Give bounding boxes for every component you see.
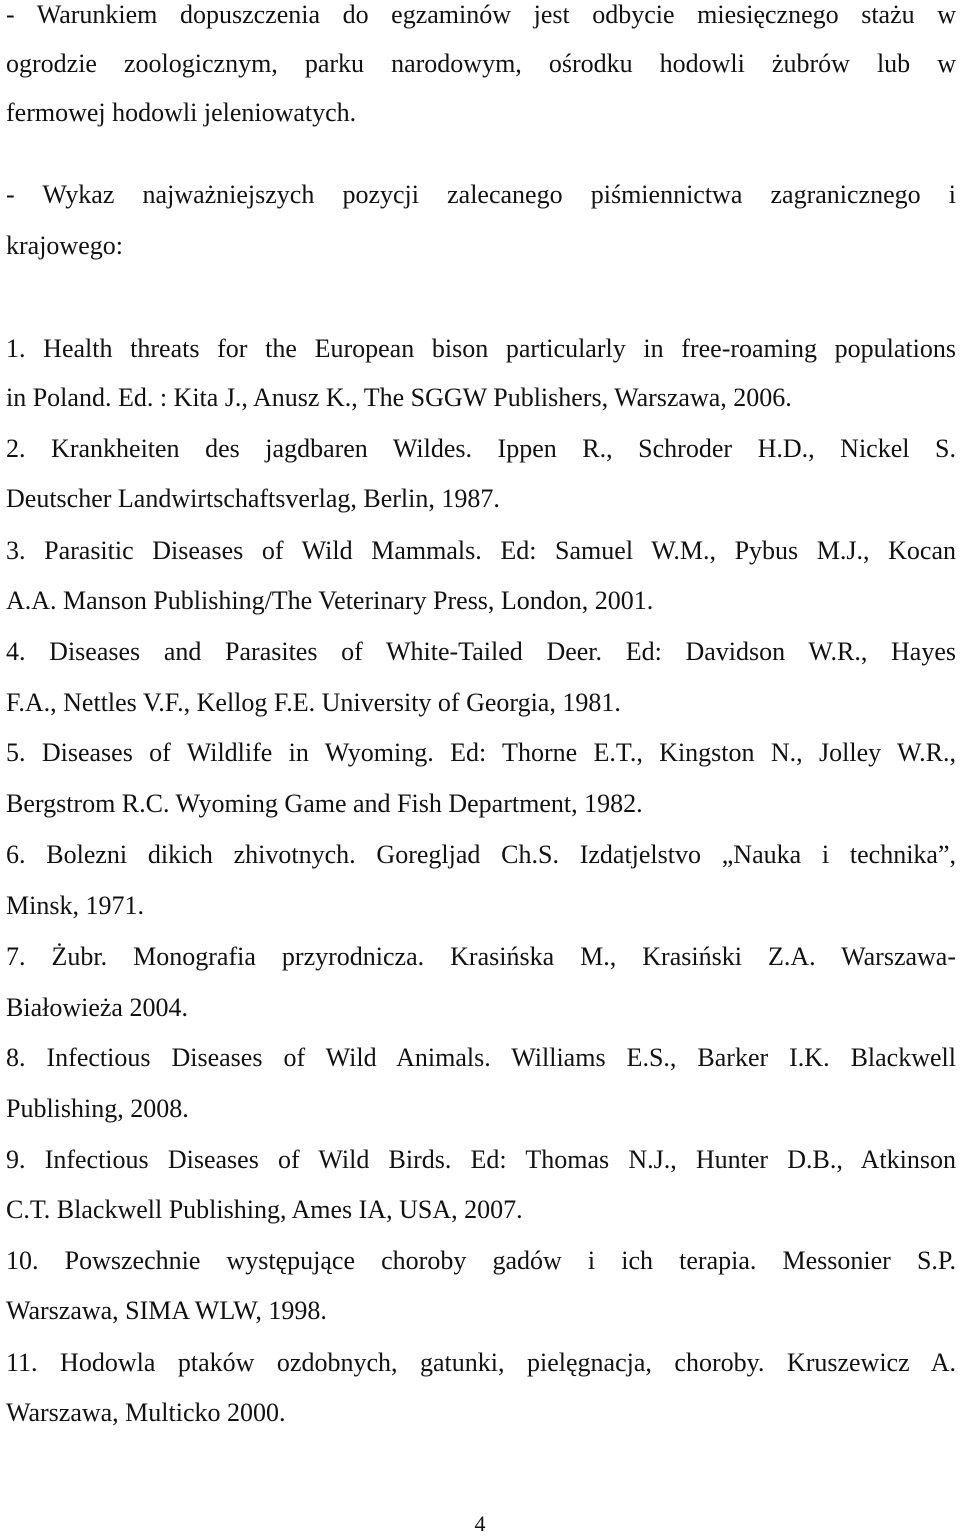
reference-line: Białowieża 2004. — [6, 993, 188, 1022]
reference-line: 9. Infectious Diseases of Wild Birds. Ed: Thomas N.J., Hunter D.B., Atkinson — [6, 1145, 956, 1174]
reference-line: 11. Hodowla ptaków ozdobnych, gatunki, pielęgnacja, choroby. Kruszewicz A. — [6, 1348, 956, 1377]
reference-line: 5. Diseases of Wildlife in Wyoming. Ed: Thorne E.T., Kingston N., Jolley W.R., — [6, 738, 956, 767]
reference-line: in Poland. Ed. : Kita J., Anusz K., The SGGW Publishers, Warszawa, 2006. — [6, 383, 792, 412]
reference-line: Publishing, 2008. — [6, 1094, 189, 1123]
reference-line: C.T. Blackwell Publishing, Ames IA, USA, 2007. — [6, 1195, 523, 1224]
reference-line: 8. Infectious Diseases of Wild Animals. Williams E.S., Barker I.K. Blackwell — [6, 1043, 956, 1072]
reference-line: Deutscher Landwirtschaftsverlag, Berlin, 1987. — [6, 484, 500, 513]
reference-line: 3. Parasitic Diseases of Wild Mammals. Ed: Samuel W.M., Pybus M.J., Kocan — [6, 536, 956, 565]
reference-line: 6. Bolezni dikich zhivotnych. Goregljad Ch.S. Izdatjelstvo „Nauka i technika”, — [6, 840, 956, 869]
reference-line: Warszawa, Multicko 2000. — [6, 1398, 286, 1427]
reference-line: 2. Krankheiten des jagdbaren Wildes. Ippen R., Schroder H.D., Nickel S. — [6, 434, 956, 463]
literature-heading-line-2: krajowego: — [6, 231, 123, 260]
literature-heading-line-1: - Wykaz najważniejszych pozycji zalecanego piśmiennictwa zagranicznego i — [6, 180, 956, 209]
reference-line: Warszawa, SIMA WLW, 1998. — [6, 1296, 327, 1325]
reference-line: F.A., Nettles V.F., Kellog F.E. University of Georgia, 1981. — [6, 688, 621, 717]
reference-line: 1. Health threats for the European bison particularly in free-roaming populations — [6, 334, 956, 363]
reference-line: 7. Żubr. Monografia przyrodnicza. Krasińska M., Krasiński Z.A. Warszawa- — [6, 942, 956, 971]
reference-line: 4. Diseases and Parasites of White-Tailed Deer. Ed: Davidson W.R., Hayes — [6, 637, 956, 666]
requirement-paragraph-line-3: fermowej hodowli jeleniowatych. — [6, 98, 357, 127]
reference-line: 10. Powszechnie występujące choroby gadów i ich terapia. Messonier S.P. — [6, 1246, 956, 1275]
reference-line: Bergstrom R.C. Wyoming Game and Fish Department, 1982. — [6, 789, 643, 818]
reference-line: A.A. Manson Publishing/The Veterinary Press, London, 2001. — [6, 586, 654, 615]
requirement-paragraph-line-1: - Warunkiem dopuszczenia do egzaminów jest odbycie miesięcznego stażu w — [6, 0, 956, 29]
page-number: 4 — [474, 1511, 486, 1536]
requirement-paragraph-line-2: ogrodzie zoologicznym, parku narodowym, ośrodku hodowli żubrów lub w — [6, 49, 956, 78]
reference-line: Minsk, 1971. — [6, 891, 144, 920]
